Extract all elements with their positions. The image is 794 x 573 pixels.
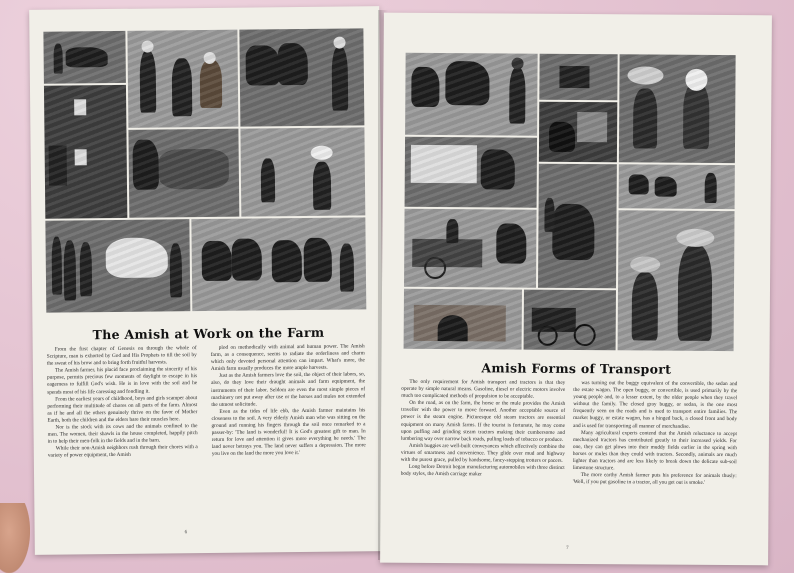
- paragraph: Nor is the stock with its cows and the animals confined to the men. The women, their shawls in the house completed, happily pitch in to help their men-folk in the fields and in the barn.: [47, 423, 198, 445]
- paragraph: The more earthy Amish farmer puts his preference for animals thusly: 'Well, if you put gasoline in a tractor, all you get out is smoke.': [572, 472, 737, 487]
- paragraph: The Amish farmer, his placid face proclaiming the sincerity of his purpose, permits precious few moments of daylight to escape in his eagerness to fulfill God's wish. He is in love with the soil and he spends most of his life caressing and fondling it.: [46, 366, 198, 396]
- photo-children-in-field: [240, 127, 365, 216]
- photo-family-with-cow: [45, 219, 190, 313]
- photo-closed-buggy: [539, 102, 617, 163]
- photo-children-on-bench: [619, 54, 736, 163]
- photo-two-boys: [618, 210, 735, 351]
- left-page: [29, 6, 385, 555]
- photo-children-with-basket: [127, 30, 238, 128]
- photo-buggy-with-horse: [405, 137, 537, 208]
- thumb: [0, 503, 30, 573]
- right-page: [380, 13, 772, 566]
- left-page-title: The Amish at Work on the Farm: [92, 324, 325, 343]
- photo-buggy-on-road: [539, 54, 617, 101]
- photo-horse-close-up: [538, 164, 617, 289]
- photo-steam-tractor: [524, 290, 616, 351]
- paragraph: Many agricultural experts contend that the Amish reluctance to accept mechanized tractors has contributed greatly to their increased yields. For one, they can get plows into their muddy fields earlier in the spring with horses or mules than they could with tractors. Secondly, animals are much lighter than tractors and are less likely to break down the delicate sub-soil limestone structure.: [572, 429, 738, 472]
- paragraph: From the earliest years of childhood, boys and girls scamper about performing their multitude of chores on all parts of the farm. Almost as if he and all the others genuinely thrive on the favor of Mother Earth, both the children and the elders bare their muscles here.: [47, 394, 198, 424]
- paragraph: Amish buggies are well-built conveyances which effectively combine the virtues of smartness and convenience. They glide over mud and highway with the purest grace, pulled by handsome, fancy-stepping trotters or pacers.: [400, 442, 565, 464]
- photo-open-wagon: [404, 209, 537, 288]
- photo-horse-team-in-field: [191, 217, 366, 311]
- left-page-column-1: [47, 345, 199, 525]
- left-page-number: 6: [184, 530, 188, 536]
- paragraph: Long before Detroit began manufacturing automobiles with three distinct body styles, the Amish carriage maker: [400, 463, 565, 478]
- paragraph: From the first chapter of Genesis on through the whole of Scripture, man is exhorted by God and His Prophets to till the soil by the sweat of his brow and to bring forth fruitful harvests.: [46, 345, 197, 367]
- right-page-column-2: [572, 380, 737, 541]
- right-page-title: Amish Forms of Transport: [481, 360, 672, 377]
- photo-harvest-wagon: [128, 129, 239, 218]
- photo-farmer-with-horse: [43, 31, 126, 84]
- paragraph: On the road, as on the farm, the horse or the mule provides the Amish traveller with the power to move forward. Another acceptable source of power is the steam engine. Picturesque old steam tractors are essential equipment on many Amish farms. If the tourist is fortunate, he may come upon puffing and grinding steam tractors making their cumbersome and lumbering way over narrow back roads, pulling loads of tobacco or produce.: [400, 400, 566, 443]
- photo-covered-bridge: [404, 289, 522, 350]
- paragraph: Even as the tides of life ebb, the Amish farmer maintains his closeness to the soil. A very elderly Amish man who was sitting on the ground and running his fingers through the soil once remarked to a passer-by: 'The land is wonderful! It is God's greatest gift to man. In return for love and attention it gives more everything he needs.' The land never betrays you. The land never suffers a depression. The more you live on the land the more you love it.': [211, 407, 366, 458]
- paragraph: Just as the Amish farmers love the soil, the object of their labors, so, also, do they love their draught animals and farm equipment, the instruments of their labor. Seldom are even the most simple pieces of machinery not put away after use or the horses and mules not extended the utmost solicitude.: [211, 371, 366, 408]
- paragraph: The only requirement for Amish transport and tractors is that they operate by simple natural means. Gasoline, diesel or electric motors involve much too complicated methods of propulsion to be acceptable.: [401, 378, 566, 400]
- photo-horse-and-man: [405, 53, 538, 136]
- photo-field-with-horses: [619, 164, 735, 209]
- left-page-column-2: [211, 343, 367, 523]
- right-page-column-1: [400, 379, 565, 540]
- paragraph: was turning out the buggy equivalent of the convertible, the sedan and the estate wagon. The open buggy, or convertible, is used primarily by the young people and, to a lesser extent, by the older people when they travel without the family. The closed gray buggy, or sedan, is the one most frequently seen on the roads and is used to transport entire families. The market buggy, or estate wagon, has a hinged back, a closed front and body and is used for transporting all manner of merchandise.: [573, 380, 738, 430]
- right-page-number: 7: [566, 545, 569, 551]
- photo-plowing-with-horses: [239, 28, 364, 126]
- photo-stone-farmhouse: [44, 85, 127, 219]
- paragraph: plod on methodically with animal and human power. The Amish farm, as a consequence, seems to radiate the orderliness and charm which only devoted personal attention can impart. What's more, the Amish farm usually produces the more ample harvests.: [210, 343, 365, 373]
- paragraph: While their non-Amish neighbors rush through their chores with a variety of power equipment, the Amish: [47, 444, 198, 460]
